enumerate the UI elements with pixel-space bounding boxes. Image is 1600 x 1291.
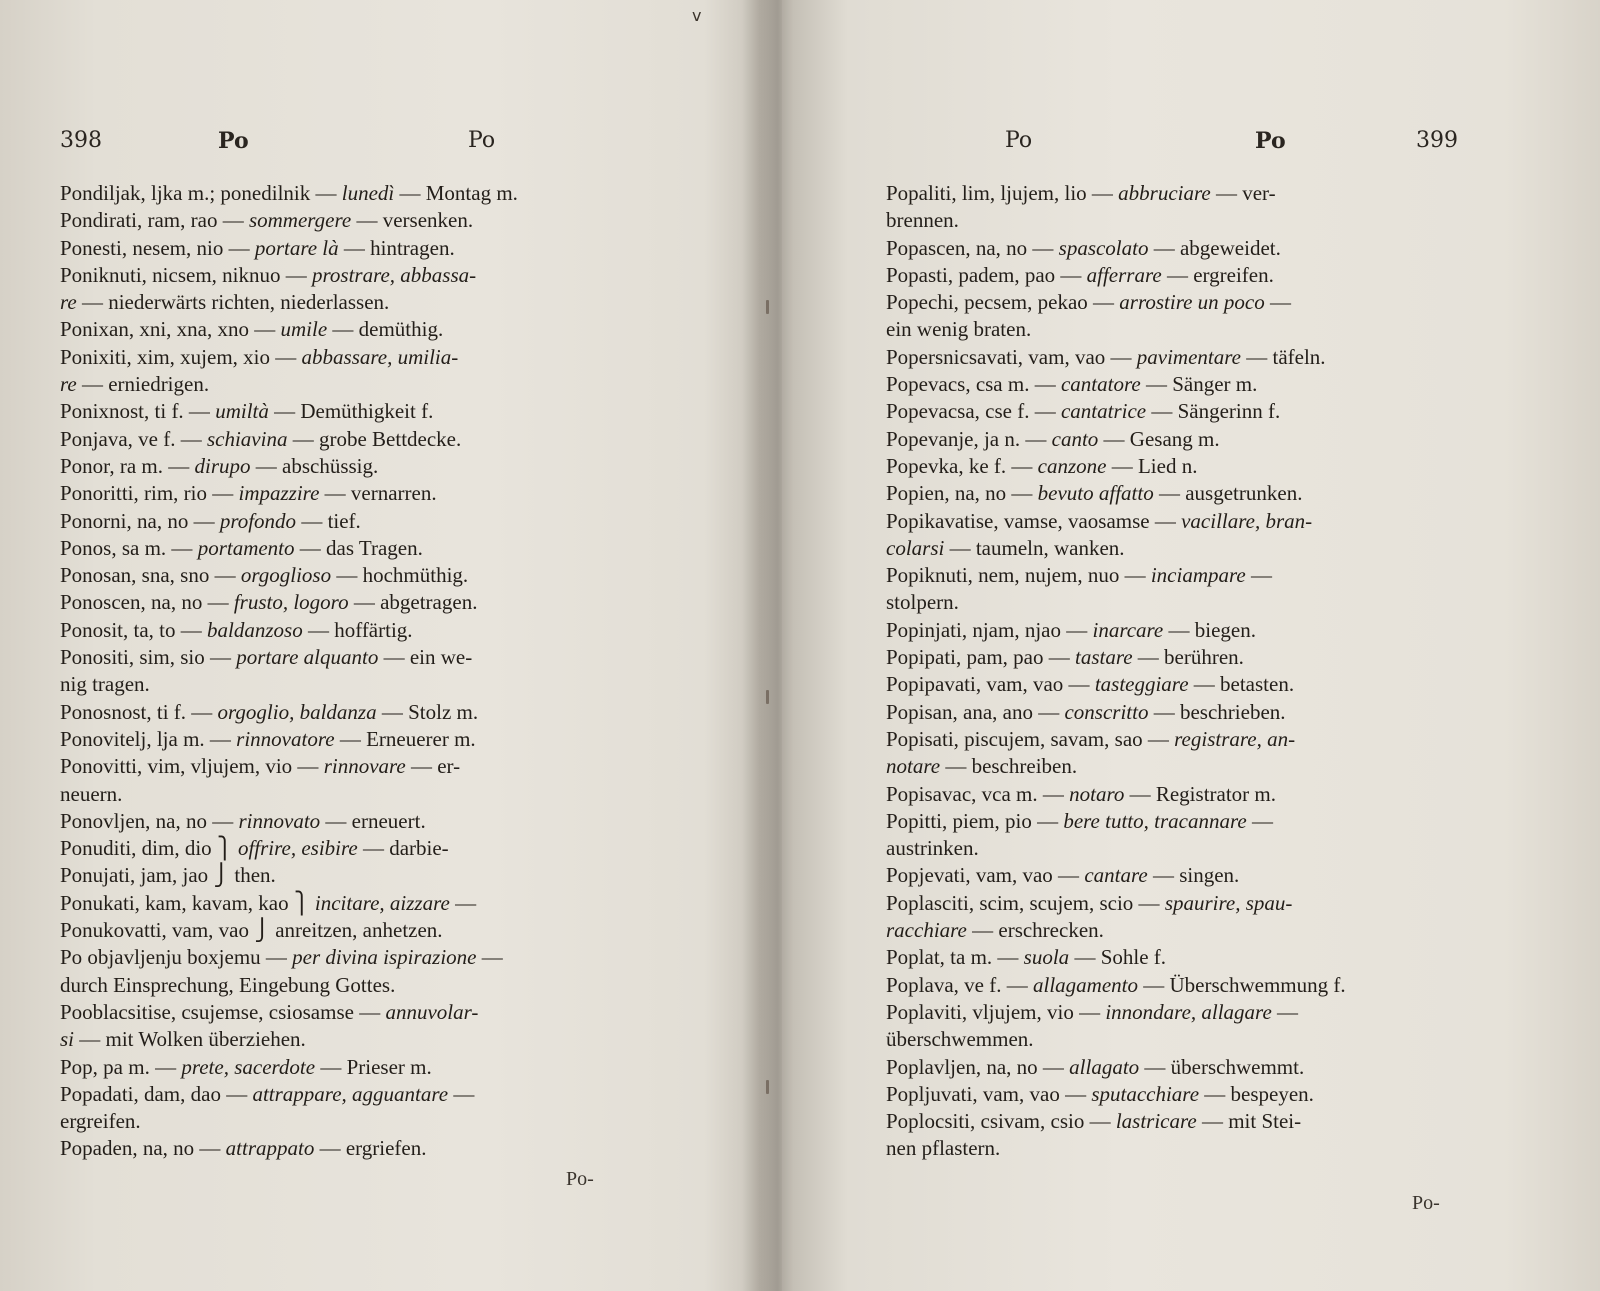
entry-headword: Popersnicsavati, vam, vao — <box>886 344 1137 369</box>
entry-headword: Ponos, sa m. — <box>60 535 198 560</box>
dictionary-entry <box>886 508 1506 563</box>
dictionary-entry <box>60 617 640 644</box>
dictionary-entries <box>886 180 1506 1163</box>
entry-italian: rinnovare <box>323 754 406 779</box>
entry-german: — betasten. <box>1188 672 1295 697</box>
entry-german: — demüthig. <box>327 317 444 342</box>
entry-german: — <box>1246 808 1273 833</box>
entry-italian: pavimentare <box>1136 344 1241 369</box>
entry-german: — <box>1271 999 1299 1024</box>
dictionary-entry <box>886 726 1506 781</box>
entry-german: — ver- <box>1210 181 1276 205</box>
dictionary-entry <box>886 1108 1506 1163</box>
binding-stitch <box>766 1080 769 1094</box>
entry-german: — bespeyen. <box>1199 1081 1314 1106</box>
dictionary-entry <box>886 1081 1506 1108</box>
dictionary-entry <box>886 235 1506 262</box>
entry-german-continued: neuern. <box>60 781 123 806</box>
entry-italian: attrappare, agguantare <box>252 1081 449 1106</box>
entry-german: — Demüthigkeit f. <box>268 399 434 424</box>
entry-continuation <box>886 1026 1506 1053</box>
entry-italian: inarcare <box>1092 617 1164 642</box>
entry-italian: allagamento <box>1032 972 1138 997</box>
dictionary-entry <box>886 644 1506 671</box>
entry-headword: Popaliti, lim, ljujem, lio — <box>886 181 1119 205</box>
entry-german-continued: austrinken. <box>886 836 979 861</box>
dictionary-entries <box>60 180 640 1163</box>
catchword: Po- <box>566 1168 594 1190</box>
entry-italian-continued: re <box>60 290 77 315</box>
entry-german: — Registrator m. <box>1124 781 1277 806</box>
entry-headword: Popisati, piscujem, savam, sao — <box>886 726 1175 751</box>
dictionary-entry <box>886 999 1506 1054</box>
dictionary-entry <box>886 944 1506 971</box>
entry-italian: baldanzoso <box>207 617 303 642</box>
entry-headword: Poplat, ta m. — <box>886 945 1024 970</box>
entry-italian: portamento <box>197 535 295 560</box>
entry-continuation <box>60 671 640 698</box>
dictionary-entry <box>886 480 1506 507</box>
entry-german-continued: überschwemmen. <box>886 1027 1034 1052</box>
entry-german: — Prieser m. <box>315 1054 432 1079</box>
entry-continuation <box>886 207 1506 234</box>
entry-italian: conscritto <box>1064 699 1149 724</box>
dictionary-entry <box>60 1135 640 1162</box>
entry-headword: Ponuditi, dim, dio ⎫ <box>60 836 238 861</box>
binding-stitch <box>766 300 769 314</box>
entry-german: — darbie- <box>357 836 449 861</box>
dictionary-entry <box>60 726 640 753</box>
entry-italian: umile <box>280 317 328 342</box>
dictionary-entry <box>60 562 640 589</box>
entry-headword: Poplavljen, na, no — <box>886 1054 1070 1079</box>
dictionary-entry <box>60 999 640 1054</box>
left-page <box>0 0 760 1291</box>
entry-italian: cantatrice <box>1060 399 1147 424</box>
entry-continuation <box>60 972 640 999</box>
entry-german: — abgeweidet. <box>1148 235 1281 260</box>
dictionary-entry <box>886 371 1506 398</box>
entry-headword: Pondirati, ram, rao — <box>60 208 249 233</box>
entry-german: — grobe Bettdecke. <box>287 426 462 451</box>
entry-italian: registrare, an- <box>1174 726 1296 751</box>
entry-german: — Sängerinn f. <box>1146 399 1281 424</box>
entry-italian: incitare, aizzare <box>314 890 450 915</box>
entry-italian-continued: colarsi <box>886 535 945 560</box>
entry-headword: Poniknuti, nicsem, niknuo — <box>60 262 312 287</box>
dictionary-entry <box>60 1081 640 1136</box>
entry-german: — er- <box>405 754 461 779</box>
dictionary-entry <box>886 180 1506 235</box>
entry-headword: Popiknuti, nem, nujem, nuo — <box>886 563 1151 588</box>
running-head-left: Po <box>218 128 249 154</box>
entry-german: — ergreifen. <box>1161 262 1274 287</box>
entry-headword: Popevacs, csa m. — <box>886 372 1061 397</box>
entry-german: — überschwemmt. <box>1139 1054 1305 1079</box>
dictionary-entry <box>886 289 1506 344</box>
entry-italian: sputacchiare <box>1091 1081 1200 1106</box>
dictionary-entry <box>60 862 640 889</box>
entry-german-continued: ein wenig braten. <box>886 317 1032 342</box>
entry-headword: Popipavati, vam, vao — <box>886 672 1095 697</box>
entry-continuation <box>886 535 1506 562</box>
dictionary-entry <box>886 262 1506 289</box>
entry-italian: arrostire un poco <box>1119 290 1265 315</box>
entry-headword: Ponosit, ta, to — <box>60 617 208 642</box>
dictionary-entry <box>886 398 1506 425</box>
dictionary-entry <box>886 426 1506 453</box>
dictionary-entry <box>60 480 640 507</box>
entry-italian: abbruciare <box>1118 181 1211 205</box>
entry-german: — Erneuerer m. <box>334 726 476 751</box>
entry-german-continued: — beschreiben. <box>940 754 1078 779</box>
entry-german-continued: ergreifen. <box>60 1109 141 1134</box>
dictionary-entry <box>60 344 640 399</box>
dictionary-entry <box>60 535 640 562</box>
entry-german: — <box>448 1081 475 1106</box>
entry-german: — beschrieben. <box>1148 699 1286 724</box>
entry-german: — Stolz m. <box>376 699 479 724</box>
entry-headword: Poplaviti, vljujem, vio — <box>886 999 1106 1024</box>
entry-german: — Sohle f. <box>1069 945 1167 970</box>
page-number: 398 <box>60 128 102 153</box>
entry-italian: lunedì <box>341 181 395 205</box>
entry-headword: Ponujati, jam, jao ⎭ <box>60 863 235 888</box>
entry-italian: vacillare, bran- <box>1181 508 1313 533</box>
entry-italian: spaurire, spau- <box>1164 890 1293 915</box>
page-number: 399 <box>1416 128 1458 153</box>
entry-german: — <box>1245 563 1272 588</box>
entry-headword: Popitti, piem, pio — <box>886 808 1064 833</box>
entry-italian: innondare, allagare <box>1105 999 1272 1024</box>
entry-headword: Popevacsa, cse f. — <box>886 399 1061 424</box>
entry-italian: lastricare <box>1115 1109 1197 1134</box>
entry-german: — täfeln. <box>1240 344 1326 369</box>
running-head-right: Po <box>1255 128 1286 154</box>
entry-headword: Poplava, ve f. — <box>886 972 1033 997</box>
entry-continuation <box>60 289 640 316</box>
entry-italian: cantatore <box>1060 372 1141 397</box>
entry-german: — ein we- <box>378 645 473 670</box>
running-head-right: Po <box>468 128 496 153</box>
entry-german: — Lied n. <box>1106 453 1198 478</box>
entry-german-continued: — erschrecken. <box>966 918 1104 943</box>
entry-german: — ergriefen. <box>314 1136 427 1161</box>
running-head-left: Po <box>1005 128 1033 153</box>
entry-german: — hochmüthig. <box>331 563 469 588</box>
entry-italian: annuvolar- <box>385 999 479 1024</box>
entry-headword: Ponorni, na, no — <box>60 508 220 533</box>
entry-headword: Popevka, ke f. — <box>886 453 1038 478</box>
entry-headword: Ponukati, kam, kavam, kao ⎫ <box>60 890 315 915</box>
entry-continuation <box>886 589 1506 616</box>
entry-italian: tasteggiare <box>1094 672 1189 697</box>
entry-headword: Ponovitelj, lja m. — <box>60 726 237 751</box>
entry-italian: offrire, esibire <box>237 836 358 861</box>
entry-italian: suola <box>1023 945 1070 970</box>
entry-headword: Ponoscen, na, no — <box>60 590 234 615</box>
entry-german: — abgetragen. <box>348 590 478 615</box>
entry-italian-continued: re <box>60 372 77 397</box>
entry-german: — ausgetrunken. <box>1153 481 1303 506</box>
entry-italian: notaro <box>1069 781 1125 806</box>
entry-german: — Sänger m. <box>1140 372 1258 397</box>
entry-italian: frusto, logoro <box>233 590 349 615</box>
dictionary-entry <box>886 890 1506 945</box>
entry-german: — Überschwemmung f. <box>1137 972 1346 997</box>
dictionary-entry <box>886 699 1506 726</box>
entry-continuation <box>60 781 640 808</box>
entry-continuation <box>886 1135 1506 1162</box>
entry-headword: Popechi, pecsem, pekao — <box>886 290 1120 315</box>
entry-italian: canzone <box>1037 453 1107 478</box>
dictionary-entry <box>60 917 640 944</box>
entry-continuation <box>886 917 1506 944</box>
dictionary-entry <box>60 453 640 480</box>
entry-continuation <box>60 1108 640 1135</box>
entry-headword: Popien, na, no — <box>886 481 1038 506</box>
entry-german: — mit Stei- <box>1196 1109 1302 1134</box>
dictionary-entry <box>60 180 640 207</box>
entry-headword: Ponositi, sim, sio — <box>60 645 237 670</box>
entry-italian: prostrare, abbassa- <box>312 262 477 287</box>
dictionary-entry <box>60 944 640 999</box>
entry-italian: orgoglioso <box>240 563 332 588</box>
entry-headword: Popasti, padem, pao — <box>886 262 1087 287</box>
entry-german: — das Tragen. <box>294 535 423 560</box>
dictionary-entry <box>60 207 640 234</box>
entry-italian: profondo <box>219 508 297 533</box>
entry-headword: Ponesti, nesem, nio — <box>60 235 255 260</box>
entry-italian: rinnovato <box>238 808 321 833</box>
dictionary-entry <box>60 589 640 616</box>
entry-german: — abschüssig. <box>250 453 379 478</box>
entry-headword: Ponukovatti, vam, vao ⎭ <box>60 918 276 943</box>
dictionary-entry <box>60 644 640 699</box>
entry-italian: prete, sacerdote <box>181 1054 316 1079</box>
entry-italian: abbassare, umilia- <box>301 344 459 369</box>
entry-italian: bere tutto, tracannare <box>1063 808 1247 833</box>
entry-continuation <box>886 835 1506 862</box>
entry-italian: tastare <box>1074 645 1133 670</box>
dictionary-entry <box>60 508 640 535</box>
entry-german: — <box>449 890 477 915</box>
dictionary-entry <box>886 617 1506 644</box>
dictionary-entry <box>886 808 1506 863</box>
entry-headword: Popjevati, vam, vao — <box>886 863 1085 888</box>
entry-headword: Ponosan, sna, sno — <box>60 563 241 588</box>
entry-german: — <box>1264 290 1291 315</box>
entry-german: — berühren. <box>1132 645 1244 670</box>
entry-headword: Poplasciti, scim, scujem, scio — <box>886 890 1165 915</box>
entry-headword: Ponixnost, ti f. — <box>60 399 216 424</box>
entry-continuation <box>60 371 640 398</box>
entry-italian: impazzire <box>238 481 320 506</box>
dictionary-entry <box>886 972 1506 999</box>
entry-headword: Pooblacsitise, csujemse, csiosamse — <box>60 999 386 1024</box>
dictionary-entry <box>60 753 640 808</box>
dictionary-entry <box>60 890 640 917</box>
entry-german-continued: — taumeln, wanken. <box>944 535 1125 560</box>
entry-italian-continued: notare <box>886 754 941 779</box>
dictionary-entry <box>60 235 640 262</box>
entry-german: — <box>476 945 503 970</box>
dictionary-entry <box>60 835 640 862</box>
entry-headword: Pondiljak, ljka m.; ponedilnik — <box>60 181 342 205</box>
entry-italian: schiavina <box>206 426 288 451</box>
dictionary-entry <box>886 781 1506 808</box>
entry-headword: Ponor, ra m. — <box>60 453 195 478</box>
entry-german: — tief. <box>296 508 361 533</box>
entry-german: — vernarren. <box>319 481 437 506</box>
dictionary-entry <box>886 453 1506 480</box>
entry-italian: portare là <box>254 235 339 260</box>
entry-german: — Gesang m. <box>1098 426 1220 451</box>
binding-stitch <box>766 690 769 704</box>
entry-headword: Po objavljenju boxjemu — <box>60 945 293 970</box>
entry-headword: Popljuvati, vam, vao — <box>886 1081 1092 1106</box>
entry-german-continued: — mit Wolken überziehen. <box>74 1027 306 1052</box>
entry-headword: Popisan, ana, ano — <box>886 699 1065 724</box>
entry-german-continued: durch Einsprechung, Eingebung Gottes. <box>60 972 396 997</box>
entry-headword: Ponovljen, na, no — <box>60 808 239 833</box>
top-mark: v <box>692 6 702 25</box>
entry-headword: Ponixiti, xim, xujem, xio — <box>60 344 302 369</box>
entry-german: — erneuert. <box>320 808 426 833</box>
entry-headword: Popascen, na, no — <box>886 235 1059 260</box>
dictionary-entry <box>60 426 640 453</box>
entry-german: — singen. <box>1147 863 1240 888</box>
entry-italian: rinnovatore <box>236 726 335 751</box>
right-page <box>790 0 1600 1291</box>
dictionary-entry <box>60 262 640 317</box>
entry-german-continued: — erniedrigen. <box>76 372 210 397</box>
entry-italian: dirupo <box>194 453 251 478</box>
entry-italian: spascolato <box>1058 235 1149 260</box>
entry-headword: Popikavatise, vamse, vaosamse — <box>886 508 1182 533</box>
catchword: Po- <box>1412 1192 1440 1214</box>
entry-headword: Ponixan, xni, xna, xno — <box>60 317 281 342</box>
dictionary-entry <box>60 398 640 425</box>
entry-italian: bevuto affatto <box>1037 481 1154 506</box>
entry-german: anreitzen, anhetzen. <box>275 918 443 943</box>
dictionary-entry <box>886 1054 1506 1081</box>
entry-italian: inciampare <box>1150 563 1246 588</box>
entry-headword: Ponoritti, rim, rio — <box>60 481 239 506</box>
entry-italian: per divina ispirazione <box>292 945 477 970</box>
entry-headword: Ponovitti, vim, vljujem, vio — <box>60 754 324 779</box>
entry-german: then. <box>234 863 276 888</box>
entry-german: — hoffärtig. <box>302 617 413 642</box>
entry-italian: canto <box>1051 426 1099 451</box>
entry-headword: Poplocsiti, csivam, csio — <box>886 1109 1116 1134</box>
entry-german: — Montag m. <box>394 181 518 205</box>
dictionary-entry <box>886 671 1506 698</box>
entry-continuation <box>886 316 1506 343</box>
entry-german: — hintragen. <box>338 235 455 260</box>
entry-german-continued: nen pflastern. <box>886 1136 1001 1161</box>
entry-headword: Popisavac, vca m. — <box>886 781 1070 806</box>
entry-headword: Popipati, pam, pao — <box>886 645 1075 670</box>
entry-italian: orgoglio, baldanza <box>217 699 377 724</box>
entry-italian: attrappato <box>225 1136 315 1161</box>
entry-italian-continued: racchiare <box>886 918 967 943</box>
entry-headword: Pop, pa m. — <box>60 1054 182 1079</box>
entry-german-continued: nig tragen. <box>60 672 150 697</box>
dictionary-entry <box>886 344 1506 371</box>
entry-continuation <box>60 1026 640 1053</box>
entry-headword: Popaden, na, no — <box>60 1136 226 1161</box>
entry-italian: sommergere <box>248 208 352 233</box>
dictionary-entry <box>60 316 640 343</box>
entry-german-continued: — niederwärts richten, niederlassen. <box>76 290 390 315</box>
entry-german-continued: stolpern. <box>886 590 959 615</box>
entry-italian: portare alquanto <box>236 645 379 670</box>
dictionary-entry <box>886 862 1506 889</box>
entry-headword: Popadati, dam, dao — <box>60 1081 253 1106</box>
entry-continuation <box>886 753 1506 780</box>
entry-headword: Ponosnost, ti f. — <box>60 699 218 724</box>
entry-headword: Popinjati, njam, njao — <box>886 617 1093 642</box>
dictionary-entry <box>60 808 640 835</box>
entry-italian: allagato <box>1069 1054 1140 1079</box>
entry-italian: cantare <box>1084 863 1148 888</box>
entry-italian-continued: si <box>60 1027 75 1052</box>
entry-german: — versenken. <box>351 208 474 233</box>
entry-headword: Ponjava, ve f. — <box>60 426 207 451</box>
entry-german: — biegen. <box>1163 617 1256 642</box>
dictionary-entry <box>60 1054 640 1081</box>
entry-german-continued: brennen. <box>886 208 959 233</box>
dictionary-entry <box>886 562 1506 617</box>
dictionary-entry <box>60 699 640 726</box>
entry-italian: umiltà <box>215 399 269 424</box>
entry-italian: afferrare <box>1086 262 1162 287</box>
entry-headword: Popevanje, ja n. — <box>886 426 1052 451</box>
